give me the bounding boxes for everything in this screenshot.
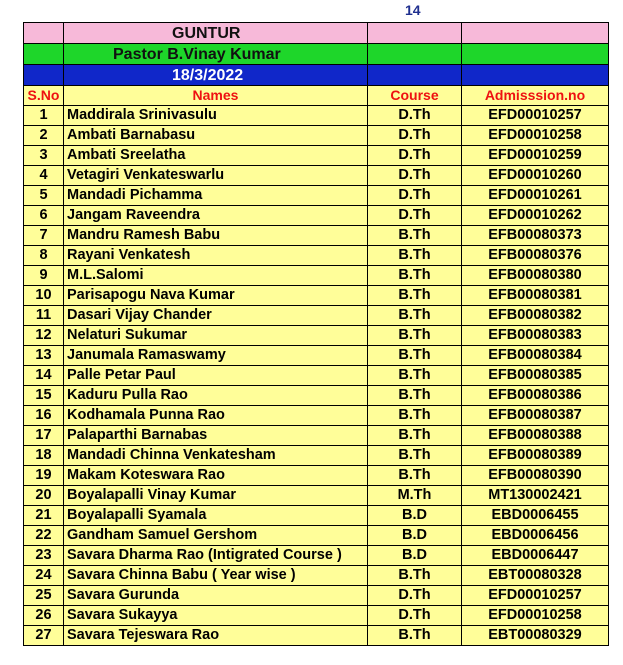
table-row	[24, 406, 609, 426]
row-course: B.Th	[368, 426, 462, 446]
row-admission: EFB00080385	[462, 366, 609, 386]
row-course: D.Th	[368, 606, 462, 626]
table-row	[24, 626, 609, 646]
header-cell	[368, 23, 462, 44]
row-name: Kodhamala Punna Rao	[64, 406, 368, 426]
row-admission: EFB00080387	[462, 406, 609, 426]
table-row	[24, 186, 609, 206]
table-row	[24, 586, 609, 606]
row-admission: EFB00080386	[462, 386, 609, 406]
header-cell	[24, 44, 64, 65]
row-course: B.Th	[368, 226, 462, 246]
row-admission: EFB00080389	[462, 446, 609, 466]
row-name: Savara Dharma Rao (Intigrated Course )	[64, 546, 368, 566]
row-course: B.Th	[368, 386, 462, 406]
row-name: Makam Koteswara Rao	[64, 466, 368, 486]
row-sno: 15	[24, 386, 64, 406]
row-course: D.Th	[368, 146, 462, 166]
col-header-sno: S.No	[24, 86, 64, 106]
col-header-admission: Admisssion.no	[462, 86, 609, 106]
header-pastor-row	[24, 44, 609, 65]
row-admission: EBD0006455	[462, 506, 609, 526]
row-sno: 3	[24, 146, 64, 166]
row-admission: EFD00010261	[462, 186, 609, 206]
row-sno: 5	[24, 186, 64, 206]
table-row	[24, 326, 609, 346]
table-row	[24, 286, 609, 306]
row-sno: 8	[24, 246, 64, 266]
header-cell	[24, 65, 64, 86]
date-title	[64, 65, 368, 86]
row-name: M.L.Salomi	[64, 266, 368, 286]
col-header-course: Course	[368, 86, 462, 106]
page-number: 14	[405, 2, 421, 18]
date-text: 18/3/2022	[172, 66, 244, 84]
table-row	[24, 146, 609, 166]
row-sno: 13	[24, 346, 64, 366]
row-admission: EFD00010260	[462, 166, 609, 186]
table-row	[24, 126, 609, 146]
row-name: Rayani Venkatesh	[64, 246, 368, 266]
row-sno: 4	[24, 166, 64, 186]
table-row	[24, 546, 609, 566]
row-admission: EFB00080380	[462, 266, 609, 286]
row-admission: EFB00080381	[462, 286, 609, 306]
row-sno: 2	[24, 126, 64, 146]
row-name: Savara Sukayya	[64, 606, 368, 626]
row-admission: EFD00010258	[462, 606, 609, 626]
row-name: Palle Petar Paul	[64, 366, 368, 386]
row-admission: EBD0006447	[462, 546, 609, 566]
row-sno: 7	[24, 226, 64, 246]
row-course: D.Th	[368, 126, 462, 146]
table-row	[24, 346, 609, 366]
row-admission: MT130002421	[462, 486, 609, 506]
row-course: B.Th	[368, 266, 462, 286]
row-admission: EFB00080384	[462, 346, 609, 366]
row-name: Mandadi Chinna Venkatesham	[64, 446, 368, 466]
row-course: B.Th	[368, 366, 462, 386]
row-name: Savara Gurunda	[64, 586, 368, 606]
header-cell	[462, 44, 609, 65]
row-admission: EBD0006456	[462, 526, 609, 546]
row-name: Mandadi Pichamma	[64, 186, 368, 206]
row-course: B.Th	[368, 246, 462, 266]
row-admission: EFD00010258	[462, 126, 609, 146]
row-name: Ambati Sreelatha	[64, 146, 368, 166]
table-row	[24, 266, 609, 286]
row-course: D.Th	[368, 206, 462, 226]
row-admission: EFD00010257	[462, 106, 609, 126]
student-table	[23, 22, 609, 646]
row-sno: 12	[24, 326, 64, 346]
table-row	[24, 106, 609, 126]
row-sno: 17	[24, 426, 64, 446]
table-row	[24, 166, 609, 186]
row-sno: 27	[24, 626, 64, 646]
table-row	[24, 246, 609, 266]
row-sno: 23	[24, 546, 64, 566]
row-course: B.Th	[368, 626, 462, 646]
header-place-row	[24, 23, 609, 44]
row-admission: EBT00080328	[462, 566, 609, 586]
row-admission: EFB00080388	[462, 426, 609, 446]
row-name: Jangam Raveendra	[64, 206, 368, 226]
table-row	[24, 366, 609, 386]
place-text: GUNTUR	[172, 24, 241, 42]
row-admission: EFB00080373	[462, 226, 609, 246]
table-row	[24, 466, 609, 486]
table-row	[24, 306, 609, 326]
row-name: Savara Tejeswara Rao	[64, 626, 368, 646]
row-admission: EFD00010262	[462, 206, 609, 226]
row-sno: 21	[24, 506, 64, 526]
column-header-row	[24, 86, 609, 106]
table-row	[24, 486, 609, 506]
row-course: B.Th	[368, 286, 462, 306]
row-sno: 11	[24, 306, 64, 326]
row-name: Ambati Barnabasu	[64, 126, 368, 146]
row-name: Gandham Samuel Gershom	[64, 526, 368, 546]
col-header-names: Names	[64, 86, 368, 106]
table-row	[24, 446, 609, 466]
row-name: Mandru Ramesh Babu	[64, 226, 368, 246]
row-name: Kaduru Pulla Rao	[64, 386, 368, 406]
table-row	[24, 606, 609, 626]
row-name: Palaparthi Barnabas	[64, 426, 368, 446]
header-cell	[368, 65, 462, 86]
row-sno: 9	[24, 266, 64, 286]
table-row	[24, 206, 609, 226]
row-sno: 20	[24, 486, 64, 506]
table-row	[24, 526, 609, 546]
row-sno: 6	[24, 206, 64, 226]
table-row	[24, 506, 609, 526]
header-cell	[24, 23, 64, 44]
row-admission: EFB00080376	[462, 246, 609, 266]
row-course: M.Th	[368, 486, 462, 506]
header-cell	[368, 44, 462, 65]
row-sno: 24	[24, 566, 64, 586]
row-name: Dasari Vijay Chander	[64, 306, 368, 326]
table-body	[24, 23, 609, 646]
row-name: Boyalapalli Vinay Kumar	[64, 486, 368, 506]
row-sno: 26	[24, 606, 64, 626]
row-name: Vetagiri Venkateswarlu	[64, 166, 368, 186]
row-course: D.Th	[368, 586, 462, 606]
header-date-row	[24, 65, 609, 86]
row-admission: EFD00010257	[462, 586, 609, 606]
row-course: B.Th	[368, 306, 462, 326]
row-sno: 18	[24, 446, 64, 466]
row-sno: 19	[24, 466, 64, 486]
row-admission: EFB00080382	[462, 306, 609, 326]
row-course: B.D	[368, 526, 462, 546]
row-course: B.Th	[368, 566, 462, 586]
row-name: Parisapogu Nava Kumar	[64, 286, 368, 306]
row-course: B.Th	[368, 406, 462, 426]
row-course: B.D	[368, 506, 462, 526]
row-name: Savara Chinna Babu ( Year wise )	[64, 566, 368, 586]
row-sno: 16	[24, 406, 64, 426]
row-sno: 14	[24, 366, 64, 386]
pastor-text: Pastor B.Vinay Kumar	[113, 45, 281, 63]
table-row	[24, 426, 609, 446]
table-row	[24, 226, 609, 246]
row-course: B.Th	[368, 326, 462, 346]
row-course: B.D	[368, 546, 462, 566]
row-sno: 22	[24, 526, 64, 546]
row-name: Nelaturi Sukumar	[64, 326, 368, 346]
row-course: B.Th	[368, 446, 462, 466]
row-admission: EBT00080329	[462, 626, 609, 646]
row-sno: 25	[24, 586, 64, 606]
table-row	[24, 566, 609, 586]
row-admission: EFD00010259	[462, 146, 609, 166]
row-course: D.Th	[368, 166, 462, 186]
row-course: B.Th	[368, 466, 462, 486]
row-course: B.Th	[368, 346, 462, 366]
table-row	[24, 386, 609, 406]
place-title	[64, 23, 368, 44]
row-name: Maddirala Srinivasulu	[64, 106, 368, 126]
row-admission: EFB00080390	[462, 466, 609, 486]
row-admission: EFB00080383	[462, 326, 609, 346]
header-cell	[462, 65, 609, 86]
row-course: D.Th	[368, 186, 462, 206]
row-sno: 10	[24, 286, 64, 306]
row-sno: 1	[24, 106, 64, 126]
header-cell	[462, 23, 609, 44]
row-course: D.Th	[368, 106, 462, 126]
row-name: Boyalapalli Syamala	[64, 506, 368, 526]
row-name: Janumala Ramaswamy	[64, 346, 368, 366]
pastor-title	[64, 44, 368, 65]
